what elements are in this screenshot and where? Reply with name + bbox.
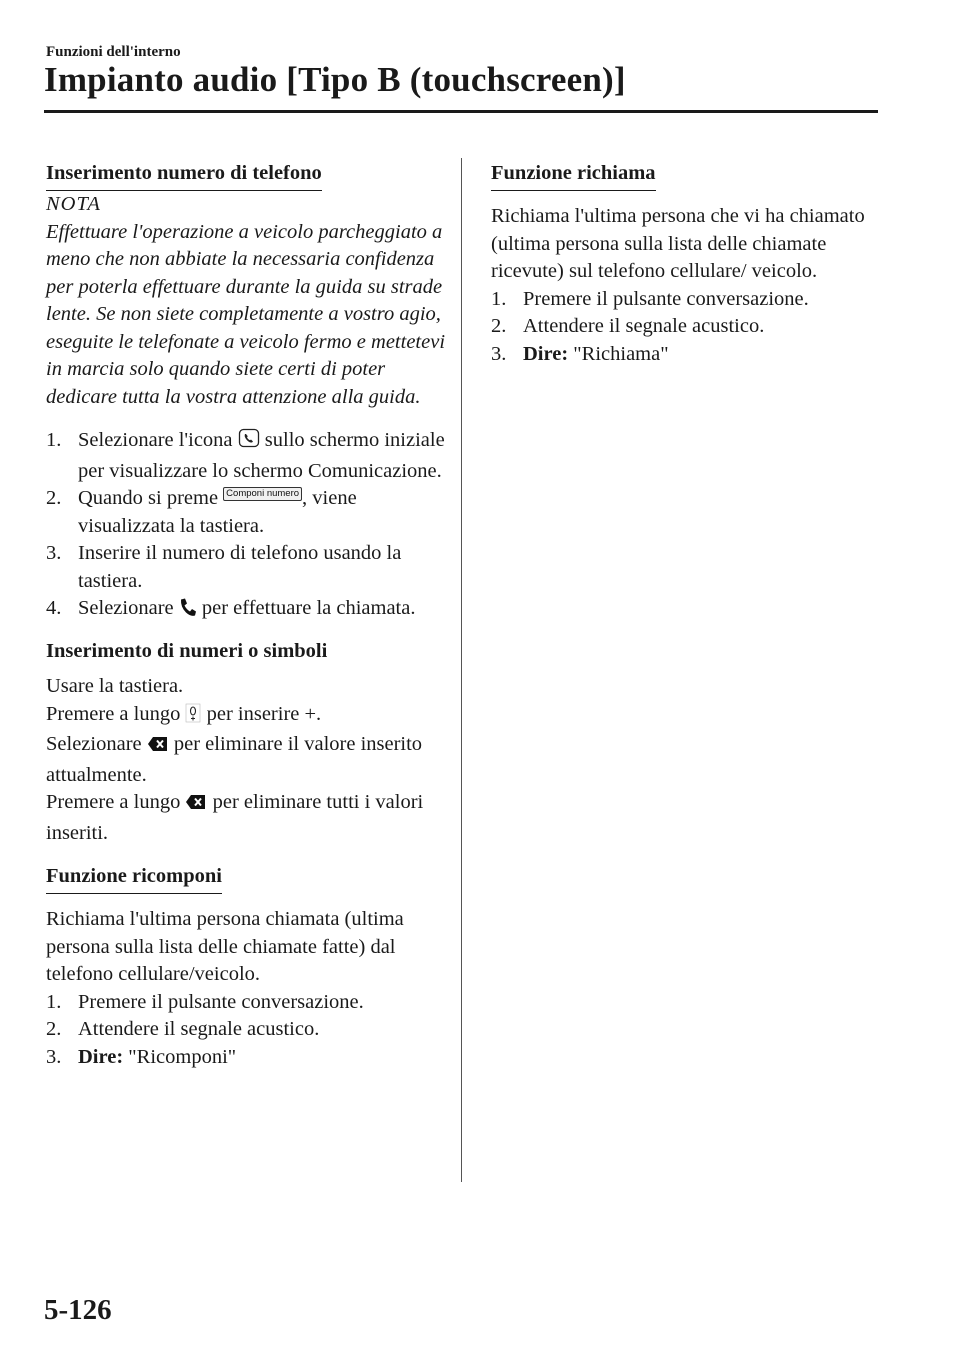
step-4: 4. Selezionare per effettuare la chiamata. [46, 595, 446, 626]
phone-screen-icon [238, 427, 260, 458]
redial-step-1: 1. Premere il pulsante conversazione. [46, 990, 364, 1013]
redial-step-3: 3. Dire: "Ricomponi" [46, 1045, 237, 1068]
heading-redial: Funzione ricomponi [46, 863, 222, 894]
symbols-line-3: Selezionare per eliminare il valore inserito attualmente. [46, 733, 423, 786]
symbols-line-2: Premere a lungo per inserire +. [46, 701, 446, 732]
redial-description: Richiama l'ultima persona chiamata (ultima persona sulla lista delle chiamate fatte) dal telefono cellulare/veicolo. [46, 908, 404, 985]
symbols-line-4: Premere a lungo per eliminare tutti i valori inseriti. [46, 791, 424, 844]
step-1: 1. Selezionare l'icona sullo schermo iniziale per visualizzare lo schermo Comunicazione. [46, 429, 445, 482]
heading-symbols: Inserimento di numeri o simboli [46, 639, 328, 662]
callback-description: Richiama l'ultima persona che vi ha chiamato (ultima persona sulla lista delle chiamate ricevute) sul telefono cellulare/ veicolo. [491, 205, 865, 282]
backspace-icon [147, 734, 169, 762]
heading-callback: Funzione richiama [491, 160, 656, 191]
symbols-line-1: Usare la tastiera. [46, 675, 184, 697]
column-divider [461, 158, 462, 1182]
callback-step-1: 1. Premere il pulsante conversazione. [491, 287, 809, 310]
note-title: NOTA [46, 193, 101, 215]
phone-handset-icon [179, 597, 197, 626]
heading-enter-number: Inserimento numero di telefono [46, 160, 322, 191]
left-column [46, 160, 446, 1071]
backspace-icon [185, 792, 207, 820]
section-label: Funzioni dell'interno [46, 44, 181, 60]
componi-numero-button-image: Componi numero [223, 487, 302, 501]
page-number: 5-126 [44, 1294, 112, 1326]
step-3: 3. Inserire il numero di telefono usando la tastiera. [46, 542, 402, 592]
zero-key-icon [185, 703, 201, 732]
redial-step-2: 2. Attendere il segnale acustico. [46, 1018, 320, 1040]
callback-step-3: 3. Dire: "Richiama" [491, 342, 669, 365]
right-column [491, 160, 891, 368]
page-title: Impianto audio [Tipo B (touchscreen)] [44, 60, 626, 99]
step-2: 2. Quando si preme Componi numero , viene visualizzata la tastiera. [46, 487, 357, 537]
note-text: Effettuare l'operazione a veicolo parcheggiato a meno che non abbiate la necessaria confidenza per poterla effettuare durante la guida su strade lente. Se non siete completamente a vostro agio, eseguite le telefonate a veicolo fermo e mettetevi in marcia solo quando siete certi di poter dedicare tutta la vostra attenzione alla guida. [46, 220, 446, 408]
title-rule [44, 110, 878, 113]
callback-step-2: 2. Attendere il segnale acustico. [491, 315, 765, 337]
